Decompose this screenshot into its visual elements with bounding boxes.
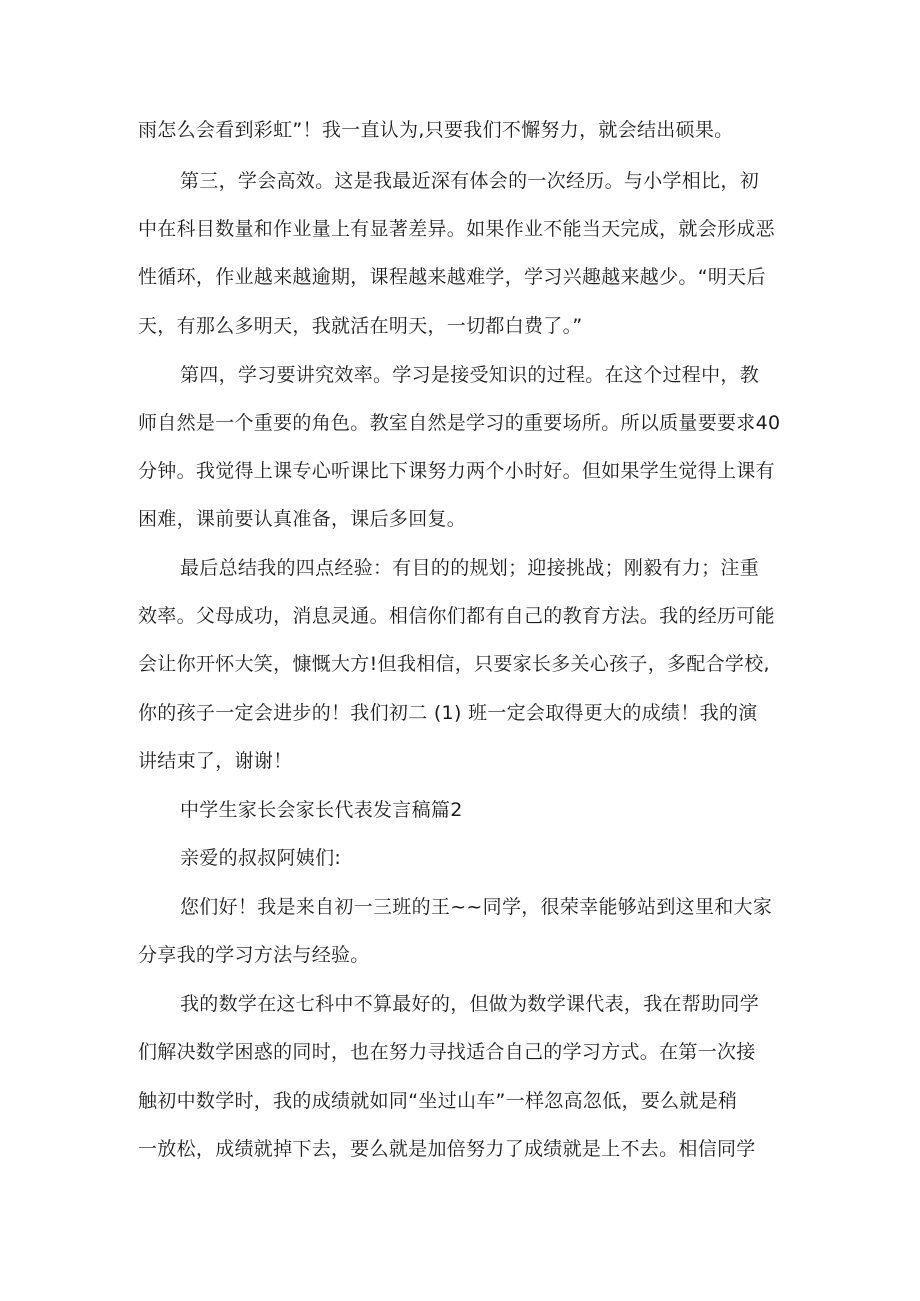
paragraph-first-line: 您们好！我是来自初一三班的王~~同学，很荣幸能够站到这里和大家: [180, 896, 773, 918]
paragraph-first-line: 第三，学会高效。这是我最近深有体会的一次经历。与小学相比，初: [180, 170, 760, 192]
text-line: 们解决数学困惑的同时，也在努力寻找适合自己的学习方式。在第一次接: [138, 1041, 756, 1063]
text-line: 分钟。我觉得上课专心听课比下课努力两个小时好。但如果学生觉得上课有: [138, 460, 775, 482]
text-line: 困难，课前要认真准备，课后多回复。: [138, 508, 467, 530]
text-line: 会让你开怀大笑，慷慨大方!但我相信，只要家长多关心孩子，多配合学校,: [138, 653, 770, 675]
paragraph-first-line: 第四，学习要讲究效率。学习是接受知识的过程。在这个过程中，教: [180, 364, 760, 386]
text-line: 你的孩子一定会进步的！我们初二 (1) 班一定会取得更大的成绩！我的演: [138, 702, 758, 724]
text-line: 性循环，作业越来越逾期，课程越来越难学，学习兴趣越来越少。“明天后: [138, 266, 766, 288]
text-line: 一放松，成绩就掉下去，要么就是加倍努力了成绩就是上不去。相信同学: [138, 1138, 756, 1160]
salutation: 亲爱的叔叔阿姨们:: [180, 847, 342, 869]
text-line: 雨怎么会看到彩虹”！我一直认为,只要我们不懈努力，就会结出硕果。: [138, 119, 734, 141]
text-line: 天，有那么多明天，我就活在明天，一切都白费了。”: [138, 315, 583, 337]
paragraph-first-line: 最后总结我的四点经验：有目的的规划；迎接挑战；刚毅有力；注重: [180, 557, 760, 579]
paragraph-first-line: 我的数学在这七科中不算最好的，但做为数学课代表，我在帮助同学: [180, 993, 760, 1015]
text-line: 效率。父母成功，消息灵通。相信你们都有自己的教育方法。我的经历可能: [138, 605, 775, 627]
text-line: 分享我的学习方法与经验。: [138, 944, 370, 966]
text-line: 讲结束了，谢谢！: [138, 750, 293, 772]
section-heading: 中学生家长会家长代表发言稿篇2: [180, 799, 463, 821]
text-line: 师自然是一个重要的角色。教室自然是学习的重要场所。所以质量要要求40: [138, 412, 781, 434]
text-line: 中在科目数量和作业量上有显著差异。如果作业不能当天完成，就会形成恶: [138, 218, 775, 240]
text-line: 触初中数学时，我的成绩就如同“坐过山车”一样忽高忽低，要么就是稍: [138, 1090, 738, 1112]
